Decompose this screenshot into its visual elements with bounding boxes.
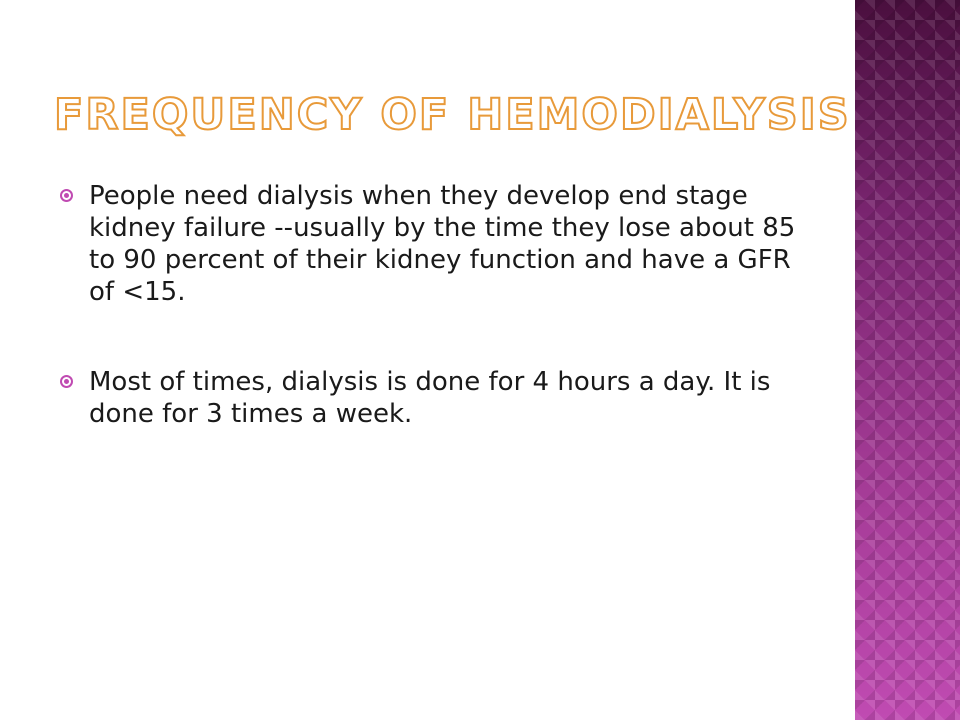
bullet-item	[60, 180, 800, 308]
bullet-text: Most of times, dialysis is done for 4 hours a day. It is done for 3 times a week.	[89, 367, 771, 429]
slide-title: FREQUENCY OF HEMODIALYSIS	[54, 90, 851, 140]
bullet-text: People need dialysis when they develop end stage kidney failure --usually by the time they lose about 85 to 90 percent of their kidney function and have a GFR of <15.	[89, 181, 796, 307]
bullet-item	[60, 366, 800, 430]
circled-dot-bullet-icon	[60, 189, 73, 202]
circled-dot-bullet-icon	[60, 375, 73, 388]
decorative-side-band	[855, 0, 960, 720]
bullet-list	[60, 180, 800, 488]
